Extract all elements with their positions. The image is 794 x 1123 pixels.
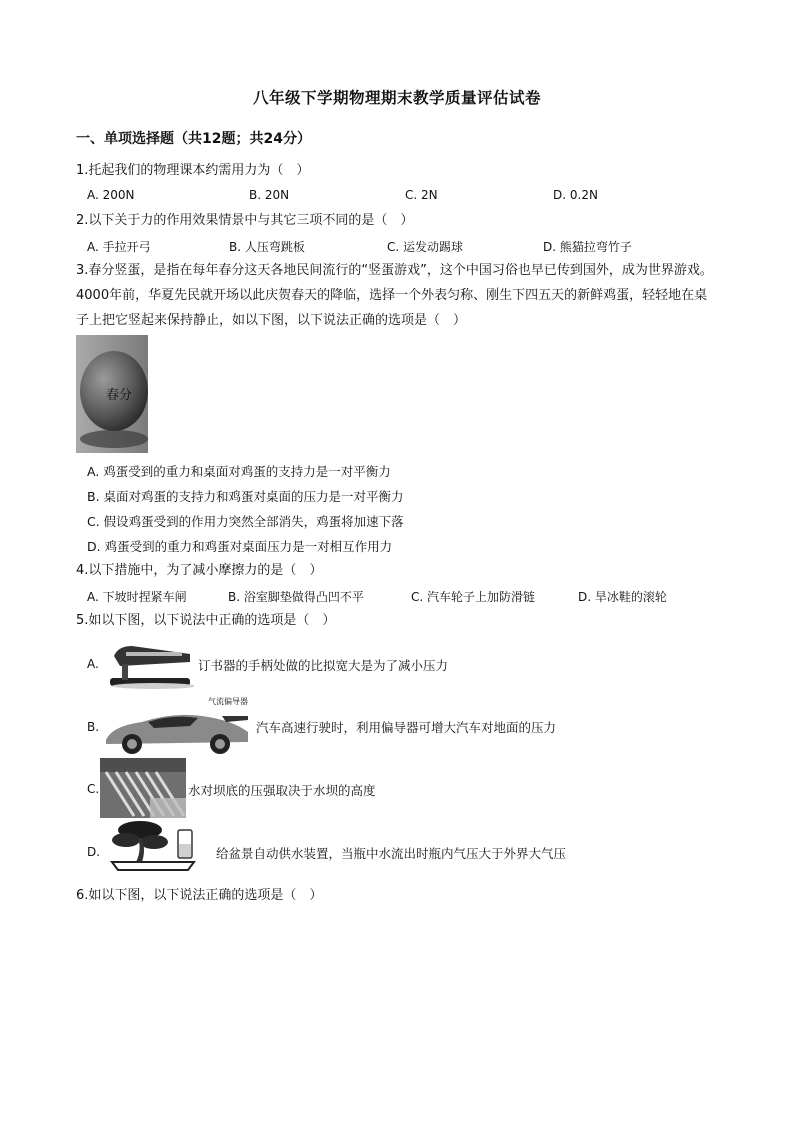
question-5-option-b-text: 汽车高速行驶时，利用偏导器可增大汽车对地面的压力 xyxy=(256,720,557,735)
question-2-option-b: B. 人压弯跳板 xyxy=(229,240,305,254)
question-3-option-b: B. 桌面对鸡蛋的支持力和鸡蛋对桌面的压力是一对平衡力 xyxy=(87,489,404,504)
question-3-option-d: D. 鸡蛋受到的重力和鸡蛋对桌面压力是一对相互作用力 xyxy=(87,539,393,554)
question-4-option-b: B. 浴室脚垫做得凸凹不平 xyxy=(228,590,364,604)
question-1-stem: 1.托起我们的物理课本约需用力为（ ） xyxy=(76,163,310,178)
question-5-stem: 5.如以下图，以下说法中正确的选项是（ ） xyxy=(76,613,336,628)
section-heading: 一、单项选择题（共12题；共24分） xyxy=(76,131,311,147)
question-5-option-a-label: A. xyxy=(87,657,99,671)
question-1-option-d: D. 0.2N xyxy=(553,188,598,202)
question-2-option-a: A. 手拉开弓 xyxy=(87,240,151,254)
dam-image xyxy=(100,758,186,818)
question-5-option-c-text: 水对坝底的压强取决于水坝的高度 xyxy=(188,783,376,798)
stapler-image xyxy=(106,640,194,690)
egg-caption: 春分 xyxy=(106,388,133,403)
question-3-option-a: A. 鸡蛋受到的重力和桌面对鸡蛋的支持力是一对平衡力 xyxy=(87,464,391,479)
question-5-option-d-text: 给盆景自动供水装置，当瓶中水流出时瓶内气压大于外界大气压 xyxy=(216,846,567,861)
question-2-option-d: D. 熊猫拉弯竹子 xyxy=(543,240,632,254)
question-5-option-b-label: B. xyxy=(87,720,100,734)
bonsai-image xyxy=(108,818,208,876)
spoiler-caption: 气流偏导器 xyxy=(208,697,248,706)
question-4-option-a: A. 下坡时捏紧车闸 xyxy=(87,590,187,604)
question-2-option-c: C. 运发动踢球 xyxy=(387,240,464,254)
question-3-option-c: C. 假设鸡蛋受到的作用力突然全部消失，鸡蛋将加速下落 xyxy=(87,514,404,529)
question-4-option-d: D. 旱冰鞋的滚轮 xyxy=(578,590,667,604)
question-2-stem: 2.以下关于力的作用效果情景中与其它三项不同的是（ ） xyxy=(76,213,414,228)
question-6-stem: 6.如以下图，以下说法正确的选项是（ ） xyxy=(76,888,323,903)
question-1-option-c: C. 2N xyxy=(405,188,438,202)
question-4-option-c: C. 汽车轮子上加防滑链 xyxy=(411,590,536,604)
car-image xyxy=(102,706,252,756)
question-3-stem: 3.春分竖蛋，是指在每年春分这天各地民间流行的“竖蛋游戏”，这个中国习俗也早已传到国外，成为世界游戏。4000年前，华夏先民就开场以此庆贺春天的降临，选择一个外表匀称、刚生下四五天的新鲜鸡蛋，轻轻地在桌子上把它竖起来保持静止，如以下图，以下说法正确的选项是（ ） xyxy=(76,263,713,328)
question-1-option-a: A. 200N xyxy=(87,188,135,202)
question-1-option-b: B. 20N xyxy=(249,188,290,202)
page-title: 八年级下学期物理期末教学质量评估试卷 xyxy=(252,89,541,107)
question-5-option-d-label: D. xyxy=(87,845,101,859)
egg-image xyxy=(76,335,148,453)
question-5-option-c-label: C. xyxy=(87,782,100,796)
question-5-option-a-text: 订书器的手柄处做的比拟宽大是为了减小压力 xyxy=(198,658,449,673)
question-4-stem: 4.以下措施中，为了减小摩擦力的是（ ） xyxy=(76,563,323,578)
